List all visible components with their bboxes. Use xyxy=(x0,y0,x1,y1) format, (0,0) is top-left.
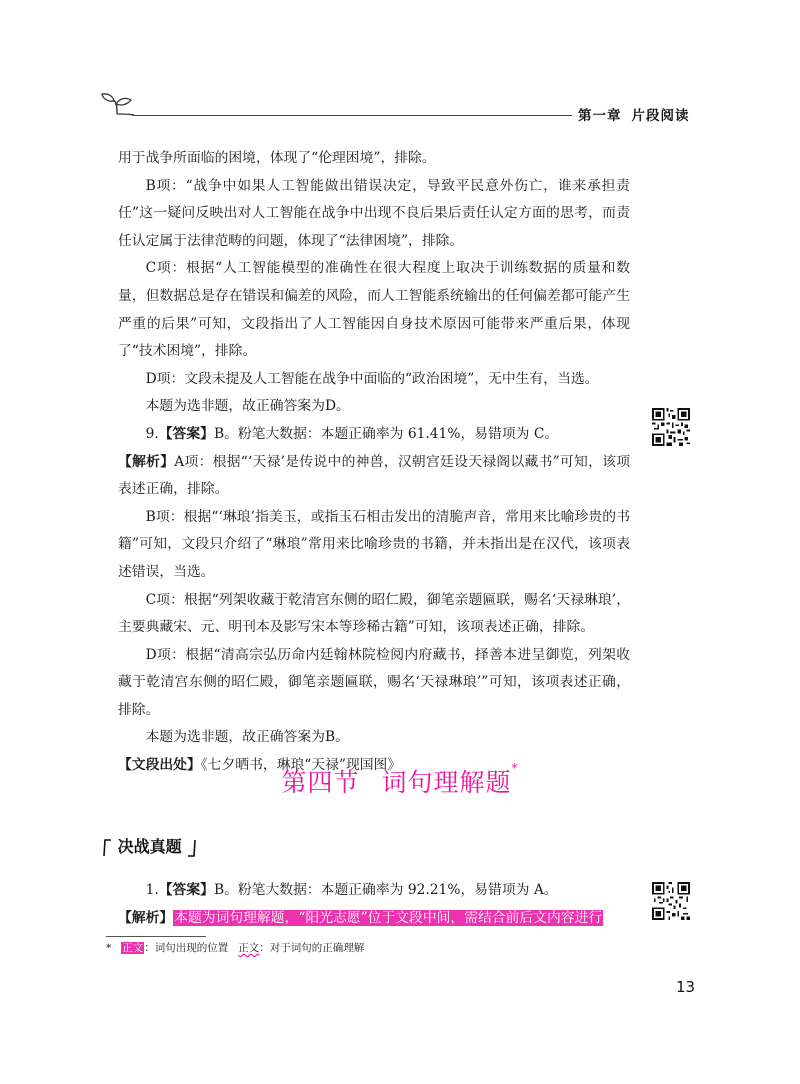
answer-tag: 【答案】 xyxy=(158,425,214,442)
page-number: 13 xyxy=(676,978,696,996)
q9-analysis xyxy=(118,449,630,504)
answer-tag: 【答案】 xyxy=(158,882,214,898)
paragraph-conclusion: 本题为选非题，故正确答案为D。 xyxy=(145,398,350,415)
footnote-text-1: ：词句出现的位置 xyxy=(144,942,229,954)
paragraph-option-b: B项：“战争中如果人工智能做出错误决定，导致平民意外伤亡，谁来承担责任”这一疑问反映出对人工智能在战争中出现不良后果后责任认定方面的思考，而责任认定属于法律范畴的问题，体现了“法律困境”，排除。 xyxy=(118,177,630,249)
paragraph: 用于战争所面临的困境，体现了“伦理困境”，排除。 xyxy=(118,150,436,166)
q9-option-d: D项：根据“清高宗弘历命内廷翰林院检阅内府藏书，择善本进呈御览，列架收藏于乾清宫东侧的昭仁殿，御笔亲题匾联，赐名‘天禄琳琅’”可知，该项表述正确，排除。 xyxy=(118,646,630,718)
answer-body xyxy=(118,145,630,780)
q9-answer xyxy=(118,421,630,449)
footnote-rule xyxy=(106,936,206,937)
bracket-right-icon xyxy=(187,839,197,857)
source-tag: 【文段出处】 xyxy=(118,757,201,774)
section-name: 词句理解题 xyxy=(381,768,512,797)
q9-option-b: B项：根据“‘琳琅’指美玉，或指玉石相击发出的清脆声音，常用来比喻珍贵的书籍”可知，文段只介绍了“琳琅”常用来比喻珍贵的书籍，并未指出是在汉代，该项表述错误，当选。 xyxy=(118,508,630,580)
q9-option-c: C项：根据“列架收藏于乾清宫东侧的昭仁殿，御笔亲题匾联，赐名‘天禄琳琅’，主要典藏宋、元、明刊本及影写宋本等珍稀古籍”可知，该项表述正确，排除。 xyxy=(118,591,630,636)
qr-code-icon[interactable] xyxy=(652,882,690,920)
sprout-icon xyxy=(100,92,134,116)
q1-number: 1. xyxy=(145,882,159,898)
footnote-star: * xyxy=(106,942,112,954)
footnote-highlight-term: 正文 xyxy=(122,942,144,954)
highlighted-analysis: 本题为词句理解题，“阳光志愿”位于文段中间，需结合前后文内容进行 xyxy=(174,909,603,926)
section-number: 第四节 xyxy=(281,768,360,797)
footnote-wavy-term: 正文 xyxy=(238,942,260,954)
q9-answer-text: B。粉笔大数据：本题正确率为 61.41%，易错项为 C。 xyxy=(213,425,559,442)
running-header xyxy=(578,104,690,124)
header-rule xyxy=(132,115,572,116)
footnote-text-2: ：对于词句的正确理解 xyxy=(259,942,365,954)
q1-answer-text: B。粉笔大数据：本题正确率为 92.21%，易错项为 A。 xyxy=(213,882,558,898)
chapter-label: 第一章 xyxy=(578,108,622,124)
real-exam-text: 决战真题 xyxy=(117,837,182,856)
q1-block xyxy=(118,877,630,932)
section-footnote-mark: * xyxy=(511,761,519,775)
analysis-tag: 【解析】 xyxy=(118,453,175,470)
qr-code-icon[interactable] xyxy=(652,408,690,446)
bracket-left-icon xyxy=(102,839,112,857)
q9-conclusion: 本题为选非题，故正确答案为B。 xyxy=(145,729,349,746)
real-exam-label xyxy=(102,834,197,857)
q9-number: 9. xyxy=(145,425,159,442)
analysis-tag: 【解析】 xyxy=(118,909,174,926)
chapter-section: 片段阅读 xyxy=(631,108,690,124)
q1-answer xyxy=(118,877,630,905)
source-title: 《七夕晒书，琳琅“天禄”现国图》 xyxy=(200,757,402,774)
q9-analysis-a: A项：根据“‘天禄’是传说中的神兽，汉朝宫廷设天禄阁以藏书”可知，该项表述正确，排除。 xyxy=(118,453,631,498)
paragraph-option-d: D项：文段未提及人工智能在战争中面临的“政治困境”，无中生有，当选。 xyxy=(145,370,599,387)
paragraph-option-c: C项：根据“人工智能模型的准确性在很大程度上取决于训练数据的质量和数量，但数据总是存在错误和偏差的风险，而人工智能系统输出的任何偏差都可能产生严重的后果”可知，文段指出了人工智能因自身技术原因可能带来严重后果，体现了“技术困境”，排除。 xyxy=(118,260,630,360)
footnote xyxy=(106,940,364,955)
q1-analysis xyxy=(118,905,630,933)
section-title xyxy=(0,763,800,799)
